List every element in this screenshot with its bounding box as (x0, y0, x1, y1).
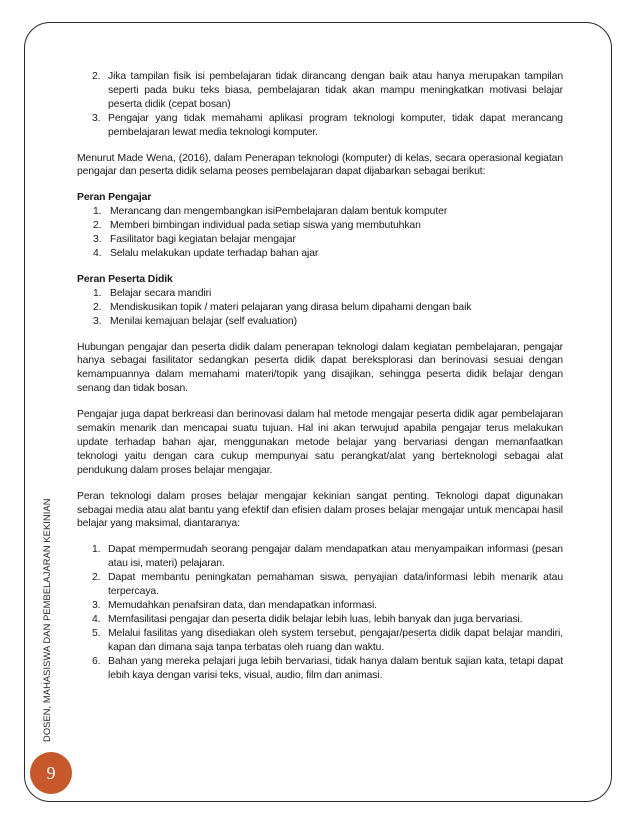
list-text: Memudahkan penafsiran data, dan mendapatkan informasi. (108, 600, 377, 611)
list-number: 3. (92, 600, 101, 611)
list-item (77, 233, 563, 247)
list-number: 1. (92, 544, 101, 556)
list-number: 1. (93, 287, 102, 299)
manfaat-teknologi-list (77, 543, 563, 682)
peran-pengajar-list (77, 205, 563, 261)
heading-peran-peserta-didik: Peran Peserta Didik (77, 273, 173, 285)
list-item (77, 613, 563, 627)
list-text: Bahan yang mereka pelajari juga lebih bervariasi, tidak hanya dalam bentuk sajian kata, tetapi dapat lebih kaya dengan varisi teks, visual, audio, film dan animasi. (108, 655, 563, 681)
list-number: 2. (92, 572, 101, 584)
list-text: Memberi bimbingan individual pada setiap siswa yang membutuhkan (110, 220, 421, 232)
list-number: 4. (93, 247, 102, 259)
list-item (77, 219, 563, 233)
list-item (77, 205, 563, 219)
running-title: DOSEN, MAHASISWA DAN PEMBELAJARAN KEKINIAN (42, 498, 52, 742)
list-text: Dapat mempermudah seorang pengajar dalam mendapatkan atau menyampaikan informasi (pesan atau isi, materi) pelajaran. (108, 544, 563, 570)
list-text: Dapat membantu peningkatan pemahaman siswa, penyajian data/informasi lebih menarik atau terpercaya. (108, 572, 563, 598)
list-item (77, 112, 563, 140)
page-number-badge (30, 752, 72, 794)
list-number: 3. (92, 112, 101, 124)
list-text: Memfasilitasi pengajar dan peserta didik belajar lebih luas, lebih banyak dan juga bervariasi. (108, 613, 523, 625)
list-number: 6. (92, 655, 101, 667)
paragraph-intro: Menurut Made Wena, (2016), dalam Penerapan teknologi (komputer) di kelas, secara operasional kegiatan pengajar dan peserta didik selama peoses pembelajaran dapat dijabarkan sebagai berikut: (77, 152, 563, 178)
list-number: 2. (92, 71, 101, 82)
list-number: 3. (93, 234, 102, 246)
list-item (77, 655, 563, 683)
paragraph-peran-teknologi: Peran teknologi dalam proses belajar mengajar kekinian sangat penting. Teknologi dapat digunakan sebagai media atau alat bantu yang efektif dan efisien dalam proses belajar mengajar untuk mencapai hasil belajar yang maksimal, diantaranya: (77, 490, 563, 530)
heading-peran-pengajar: Peran Pengajar (77, 192, 152, 204)
list-number: 5. (92, 627, 101, 639)
paragraph-hubungan: Hubungan pengajar dan peserta didik dalam penerapan teknologi dalam kegiatan pembelajaran, pengajar hanya sebagai fasilitator sedangkan peserta didik dapat bereksplorasi dan berinovasi sesuai dengan kemampuannya dalam memahami materi/topik yang disajikan, sehingga peserta didik belajar dengan senang dan tidak bosan. (77, 341, 563, 395)
top-list (77, 70, 563, 140)
list-text: Mendiskusikan topik / materi pelajaran yang dirasa belum dipahami dengan baik (110, 301, 472, 313)
list-item (77, 599, 563, 613)
list-text: Merancang dan mengembangkan isiPembelajaran dalam bentuk komputer (110, 206, 448, 218)
list-item (77, 315, 563, 329)
list-text: Pengajar yang tidak memahami aplikasi program teknologi komputer, tidak dapat merancang pembelajaran lewat media teknologi komputer. (108, 112, 563, 138)
list-number: 2. (93, 301, 102, 313)
list-item (77, 247, 563, 261)
list-item (77, 543, 563, 571)
paragraph-kreasi: Pengajar juga dapat berkreasi dan berinovasi dalam hal metode mengajar peserta didik agar pembelajaran semakin menarik dan mencapai suatu tujuan. Hal ini akan terwujud apabila pengajar terus melakukan update terhadap bahan ajar, menggunakan metode belajar yang bervariasi dengan memanfaatkan teknologi yaitu dengan cara cukup mempunyai satu perangkat/alat yang berteknologi sebagai alat pendukung dalam proses belajar mengajar. (77, 409, 563, 476)
list-text: Selalu melakukan update terhadap bahan ajar (110, 247, 319, 259)
list-number: 1. (93, 206, 102, 218)
list-text: Jika tampilan fisik isi pembelajaran tidak dirancang dengan baik atau hanya merupakan tampilan seperti pada buku teks biasa, pembelajaran tidak akan mampu meningkatkan motivasi belajar peserta didik (cepat bosan) (108, 71, 563, 110)
list-item (77, 287, 563, 301)
list-number: 2. (93, 220, 102, 232)
list-text: Menilai kemajuan belajar (self evaluation) (110, 315, 297, 327)
list-item (77, 70, 563, 112)
page-content (77, 70, 563, 682)
list-text: Fasilitator bagi kegiatan belajar mengajar (110, 234, 296, 246)
list-item (77, 571, 563, 599)
peran-peserta-list (77, 287, 563, 329)
list-text: Belajar secara mandiri (110, 287, 212, 299)
list-number: 4. (92, 613, 101, 625)
list-text: Melalui fasilitas yang disediakan oleh system tersebut, pengajar/peserta didik dapat belajar mandiri, kapan dan dimana saja tanpa terbatas oleh ruang dan waktu. (108, 627, 563, 653)
list-number: 3. (93, 315, 102, 327)
list-item (77, 627, 563, 655)
page-number: 9 (46, 762, 56, 783)
list-item (77, 301, 563, 315)
